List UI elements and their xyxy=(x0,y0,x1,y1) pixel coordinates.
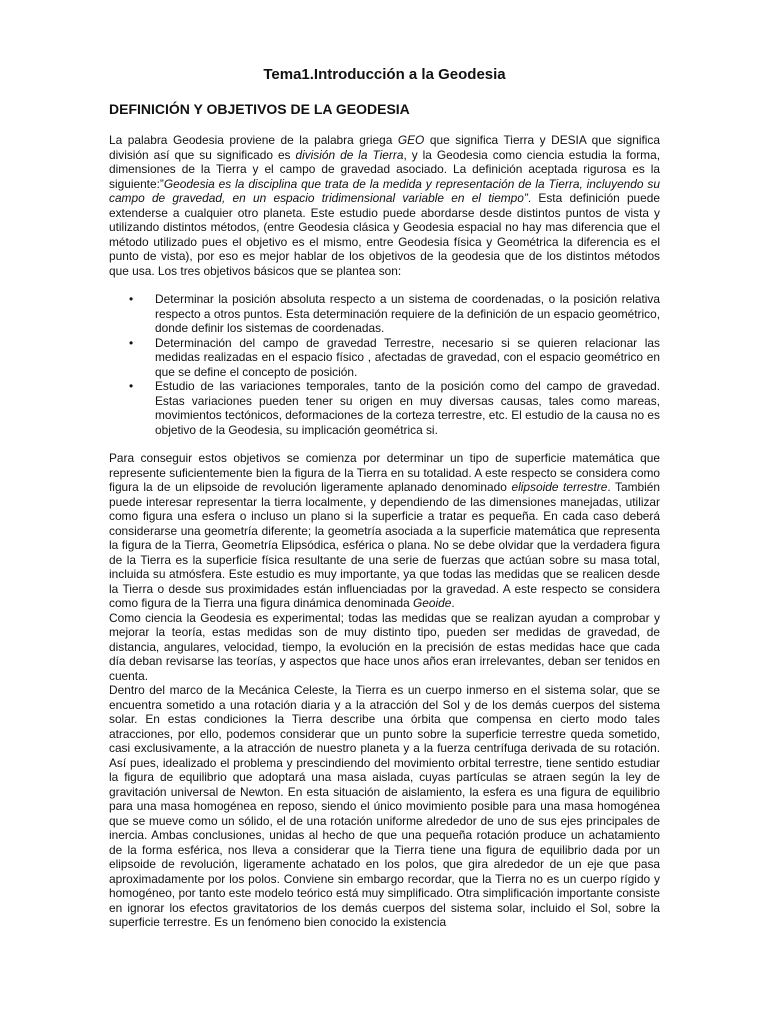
text-run: , y la Geodesia como ciencia estudia la forma, dimensiones de la Tierra y el campo de gravedad asociado. La definición aceptada rigurosa es la siguiente:” xyxy=(109,147,661,191)
bullet-icon: • xyxy=(129,379,134,393)
list-item xyxy=(109,379,660,437)
text-run: . Esta definición puede extenderse a cualquier otro planeta. Este estudio puede abordarse desde distintos puntos de vista y utilizando distintos métodos, (entre Geodesia clásica y Geodesia espacial no hay mas diferencia que el método utilizado pues el objetivo es el mismo, entre Geodesia física y Geométrica la diferencia es el punto de vista), por eso es mejor hablar de los objetivos de la geodesia que de los distintos métodos que usa. Los tres objetivos básicos que se plantea son: xyxy=(109,191,661,278)
text-run: . También puede interesar representar la tierra localmente, y dependiendo de las dimensiones manejadas, utilizar como figura una esfera o incluso un plano si la superficie a tratar es pequeña. En cada caso deberá considerarse una geometría diferente; la geometría asociada a la superficie matemática que representa la figura de la Tierra, Geometría Elipsódica, esférica o plana. No se debe olvidar que la verdadera figura de la Tierra es la superficie física resultante de una serie de fuerzas que actúan sobre su masa total, incluida su atmósfera. Este estudio es muy importante, ya que todas las medidas que se realicen desde la Tierra o desde sus proximidades están influenciadas por la gravedad. A este respecto se considera como figura de la Tierra una figura dinámica denominada xyxy=(109,480,660,610)
italic-text: división de la Tierra xyxy=(295,147,404,162)
experimental-paragraph: Como ciencia la Geodesia es experimental; todas las medidas que se realizan ayudan a comprobar y mejorar la teoría, estas medidas son de muy distinto tipo, pueden ser medidas de gravedad, de distancia, angulares, velocidad, tiempo, la evolución en la precisión de estas medidas hace que cada día deban revisarse las teorías, y aspectos que hace unos años eran irrelevantes, deban ser tenidos en cuenta. xyxy=(109,610,660,683)
bullet-icon: • xyxy=(129,292,134,306)
list-item xyxy=(109,292,660,336)
document-page xyxy=(109,66,660,930)
italic-text: Geoide xyxy=(413,596,452,610)
text-run: . xyxy=(451,596,455,610)
text-run: que significa Tierra y DESIA que significa división así que su significado es xyxy=(109,133,660,162)
bullet-icon: • xyxy=(129,335,134,350)
section-heading: DEFINICIÓN Y OBJETIVOS DE LA GEODESIA xyxy=(109,101,410,117)
list-item xyxy=(109,336,660,380)
objectives-list xyxy=(109,292,660,437)
paragraph-gap xyxy=(109,437,660,451)
surface-paragraph xyxy=(109,451,660,611)
list-item-text: Determinación del campo de gravedad Terrestre, necesario si se quieren relacionar las medidas realizadas en el espacio físico , afectadas de gravedad, con el espacio geométrico en que se define el concepto de posición. xyxy=(155,335,660,379)
celestial-mechanics-paragraph: Dentro del marco de la Mecánica Celeste, la Tierra es un cuerpo inmerso en el sistema solar, que se encuentra sometido a una rotación diaria y a la atracción del Sol y de los demás cuerpos del sistema solar. En estas condiciones la Tierra describe una órbita que compensa en cierto modo tales atracciones, por ello, podemos considerar que un punto sobre la superficie terrestre queda sometido, casi exclusivamente, a la atracción de nuestro planeta y a la fuerza centrífuga derivada de su rotación. Así pues, idealizado el problema y prescindiendo del movimiento orbital terrestre, tiene sentido estudiar la figura de equilibrio que adoptará una masa aislada, cuyas partículas se atraen según la ley de gravitación universal de Newton. En esta situación de aislamiento, la esfera es una figura de equilibrio para una masa homogénea en reposo, siendo el único movimiento posible para una masa homogénea que se mueve como un sólido, el de una rotación uniforme alrededor de uno de sus ejes principales de inercia. Ambas conclusiones, unidas al hecho de que una pequeña rotación produce un achatamiento de la forma esférica, nos lleva a considerar que la Tierra tiene una figura de equilibrio dada por un elipsoide de revolución, ligeramente achatado en los polos, que gira alrededor de un eje que pasa aproximadamente por los polos. Conviene sin embargo recordar, que la Tierra no es un cuerpo rígido y homogéneo, por tanto este modelo teórico está muy simplificado. Otra simplificación importante consiste en ignorar los efectos gravitatorios de los demás cuerpos del sistema solar, incluido el Sol, sobre la superficie terrestre. Es un fenómeno bien conocido la existencia xyxy=(109,683,660,929)
list-item-text: Determinar la posición absoluta respecto a un sistema de coordenadas, o la posición relativa respecto a otros puntos. Esta determinación requiere de la definición de un espacio geométrico, donde definir los sistemas de coordenadas. xyxy=(155,292,660,335)
text-run: La palabra Geodesia proviene de la palabra griega xyxy=(109,133,398,147)
document-title: Tema1.Introducción a la Geodesia xyxy=(263,66,506,83)
intro-paragraph xyxy=(109,133,660,278)
list-item-text: Estudio de las variaciones temporales, tanto de la posición como del campo de gravedad. Estas variaciones pueden tener su origen en muy diversas causas, tales como mareas, movimientos tectónicos, deformaciones de la corteza terrestre, etc. El estudio de la causa no es objetivo de la Geodesia, su implicación geométrica si. xyxy=(155,379,660,437)
italic-text: Geodesia es la disciplina que trata de la medida y representación de la Tierra, incluyendo su campo de gravedad, en un espacio tridimensional variable en el tiempo” xyxy=(109,176,660,205)
italic-text: elipsoide terrestre xyxy=(511,480,608,494)
text-run: Para conseguir estos objetivos se comienza por determinar un tipo de superficie matemática que represente suficientemente bien la figura de la Tierra en su totalidad. A este respecto se considera como figura la de un elipsoide de revolución ligeramente aplanado denominado xyxy=(109,451,660,494)
paragraph-gap xyxy=(109,278,660,292)
italic-text: GEO xyxy=(397,133,425,147)
